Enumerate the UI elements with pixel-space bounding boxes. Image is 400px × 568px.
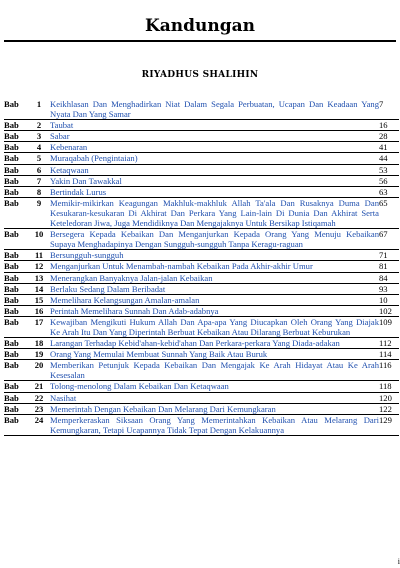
page-number: 71 (379, 250, 399, 261)
chapter-title-link[interactable]: Menerangkan Banyaknya Jalan-jalan Kebaikan (50, 272, 379, 283)
bab-label: Bab (4, 99, 28, 120)
book-subtitle: RIYADHUS SHALIHIN (141, 70, 259, 80)
chapter-title-link[interactable]: Memerintah Dengan Kebaikan Dan Melarang Dari Kemungkaran (50, 403, 379, 414)
chapter-number: 11 (28, 250, 50, 261)
chapter-title-link[interactable]: Orang Yang Memulai Membuat Sunnah Yang Baik Atau Buruk (50, 349, 379, 360)
chapter-title-link[interactable]: Memperkeraskan Siksaan Orang Yang Memerintahkan Kebaikan Atau Melarang Dari Kemungkaran, Tetapi Ucapannya Tidak Tepat Dengan Kelakuannya (50, 414, 379, 435)
chapter-number: 19 (28, 349, 50, 360)
page-number: 16 (379, 120, 399, 131)
bab-label: Bab (4, 294, 28, 305)
table-row[interactable] (4, 392, 399, 403)
chapter-number: 5 (28, 153, 50, 164)
table-row[interactable] (4, 272, 399, 283)
page-number: 84 (379, 272, 399, 283)
chapter-number: 13 (28, 272, 50, 283)
page-number: 10 (379, 294, 399, 305)
page-number: 116 (379, 360, 399, 381)
table-row[interactable] (4, 175, 399, 186)
table-row[interactable] (4, 403, 399, 414)
page-title: Kandungan (144, 16, 256, 36)
table-row[interactable] (4, 349, 399, 360)
chapter-number: 6 (28, 164, 50, 175)
bab-label: Bab (4, 392, 28, 403)
bab-label: Bab (4, 175, 28, 186)
page-number: 114 (379, 349, 399, 360)
chapter-number: 1 (28, 99, 50, 120)
chapter-number: 4 (28, 142, 50, 153)
chapter-title-link[interactable]: Menganjurkan Untuk Menambah-nambah Kebaikan Pada Akhir-akhir Umur (50, 261, 379, 272)
bab-label: Bab (4, 186, 28, 197)
chapter-title-link[interactable]: Nasihat (50, 392, 379, 403)
bab-label: Bab (4, 197, 28, 228)
chapter-title-link[interactable]: Larangan Terhadap Kebid'ahan-kebid'ahan Dan Perkara-perkara Yang Diada-adakan (50, 338, 379, 349)
bab-label: Bab (4, 120, 28, 131)
chapter-title-link[interactable]: Bersungguh-sungguh (50, 250, 379, 261)
table-row[interactable] (4, 305, 399, 316)
chapter-title-link[interactable]: Memikir-mikirkan Keagungan Makhluk-makhluk Allah Ta'ala Dan Rusaknya Duma Dan Kesukaran-kesukaran Di Akhirat Dan Perkara Yang Lain-lain Di Dunia Dan Akhirat Serta Keteledoran Jiwa, Juga Mendidiknya Dan Mengajaknya Untuk Bersikap Istiqamah (50, 197, 379, 229)
page-number: 120 (379, 392, 399, 403)
page-number: 53 (379, 164, 399, 175)
footer-page-number: i (397, 557, 400, 566)
table-row[interactable] (4, 131, 399, 142)
chapter-number: 20 (28, 360, 50, 381)
chapter-number: 24 (28, 414, 50, 435)
page-number: 44 (379, 153, 399, 164)
bab-label: Bab (4, 414, 28, 435)
chapter-title-link[interactable]: Bertindak Lurus (50, 186, 379, 197)
bab-label: Bab (4, 261, 28, 272)
page-number: 67 (379, 229, 399, 250)
table-row[interactable] (4, 229, 399, 250)
bab-label: Bab (4, 360, 28, 381)
page-number: 129 (379, 414, 399, 435)
bab-label: Bab (4, 338, 28, 349)
chapter-number: 12 (28, 261, 50, 272)
toc-body (4, 99, 399, 435)
chapter-number: 10 (28, 229, 50, 250)
page-number: 81 (379, 261, 399, 272)
chapter-title-link[interactable]: Keikhlasan Dan Menghadirkan Niat Dalam Segala Perbuatan, Ucapan Dan Keadaan Yang Nyata Dan Yang Samar (50, 99, 379, 120)
chapter-title-link[interactable]: Memberikan Petunjuk Kepada Kebaikan Dan Mengajak Ke Arah Hidayat Atau Ke Arah Kesesalan (50, 360, 379, 381)
bab-label: Bab (4, 305, 28, 316)
table-row[interactable] (4, 250, 399, 261)
chapter-number: 17 (28, 316, 50, 337)
page-number: 112 (379, 338, 399, 349)
page-number: 122 (379, 403, 399, 414)
chapter-title-link[interactable]: Yakin Dan Tawakkal (50, 175, 379, 186)
chapter-number: 7 (28, 175, 50, 186)
chapter-title-link[interactable]: Berlaku Sedang Dalam Beribadat (50, 283, 379, 294)
bab-label: Bab (4, 381, 28, 392)
bab-label: Bab (4, 229, 28, 250)
chapter-title-link[interactable]: Memelihara Kelangsungan Amalan-amalan (50, 294, 379, 305)
table-row[interactable] (4, 186, 399, 197)
chapter-number: 9 (28, 197, 50, 228)
page-number: 56 (379, 175, 399, 186)
table-row[interactable] (4, 153, 399, 164)
table-row[interactable] (4, 197, 399, 228)
chapter-number: 15 (28, 294, 50, 305)
table-row[interactable] (4, 142, 399, 153)
bab-label: Bab (4, 131, 28, 142)
chapter-number: 14 (28, 283, 50, 294)
table-row[interactable] (4, 120, 399, 131)
table-row[interactable] (4, 164, 399, 175)
bab-label: Bab (4, 283, 28, 294)
chapter-title-link[interactable]: Bersegera Kepada Kebaikan Dan Menganjurkan Kepada Orang Yang Menuju Kebaikan Supaya Menghadapinya Dengan Sungguh-sungguh Tanpa Keragu-raguan (50, 229, 379, 250)
chapter-number: 2 (28, 120, 50, 131)
chapter-title-link[interactable]: Kebenaran (50, 142, 379, 153)
page-number: 118 (379, 381, 399, 392)
bab-label: Bab (4, 153, 28, 164)
chapter-number: 8 (28, 186, 50, 197)
chapter-number: 18 (28, 338, 50, 349)
table-row[interactable] (4, 381, 399, 392)
page-number: 93 (379, 283, 399, 294)
table-row[interactable] (4, 294, 399, 305)
page-number: 109 (379, 316, 399, 337)
chapter-title-link[interactable]: Sabar (50, 131, 379, 142)
table-row[interactable] (4, 360, 399, 381)
table-row[interactable] (4, 261, 399, 272)
page-number: 28 (379, 131, 399, 142)
bab-label: Bab (4, 142, 28, 153)
bab-label: Bab (4, 250, 28, 261)
chapter-title-link[interactable]: Ketaqwaan (50, 164, 379, 175)
bab-label: Bab (4, 316, 28, 337)
bab-label: Bab (4, 272, 28, 283)
chapter-number: 23 (28, 403, 50, 414)
chapter-number: 21 (28, 381, 50, 392)
table-row[interactable] (4, 338, 399, 349)
chapter-title-link[interactable]: Taubat (50, 120, 379, 131)
chapter-title-link[interactable]: Tolong-menolong Dalam Kebaikan Dan Ketaqwaan (50, 381, 379, 392)
chapter-title-link[interactable]: Kewajiban Mengikuti Hukum Allah Dan Apa-apa Yang Diucapkan Oleh Orang Yang Diajak Ke Arah Itu Dan Yang Diperintah Berbuat Kebaikan Atau Dilarang Berbuat Keburukan (50, 316, 379, 337)
chapter-number: 3 (28, 131, 50, 142)
table-row[interactable] (4, 283, 399, 294)
bab-label: Bab (4, 403, 28, 414)
page-number: 7 (379, 99, 399, 120)
chapter-title-link[interactable]: Muraqabah (Pengintaian) (50, 153, 379, 164)
chapter-title-link[interactable]: Perintah Memelihara Sunnah Dan Adab-adabnya (50, 305, 379, 316)
page-number: 41 (379, 142, 399, 153)
chapter-number: 22 (28, 392, 50, 403)
table-row[interactable] (4, 316, 399, 337)
table-row[interactable] (4, 99, 399, 120)
chapter-number: 16 (28, 305, 50, 316)
title-divider (4, 40, 396, 42)
page-number: 65 (379, 197, 399, 228)
bab-label: Bab (4, 164, 28, 175)
page-number: 102 (379, 305, 399, 316)
bab-label: Bab (4, 349, 28, 360)
table-row[interactable] (4, 414, 399, 435)
page-number: 63 (379, 186, 399, 197)
table-of-contents (4, 99, 399, 436)
